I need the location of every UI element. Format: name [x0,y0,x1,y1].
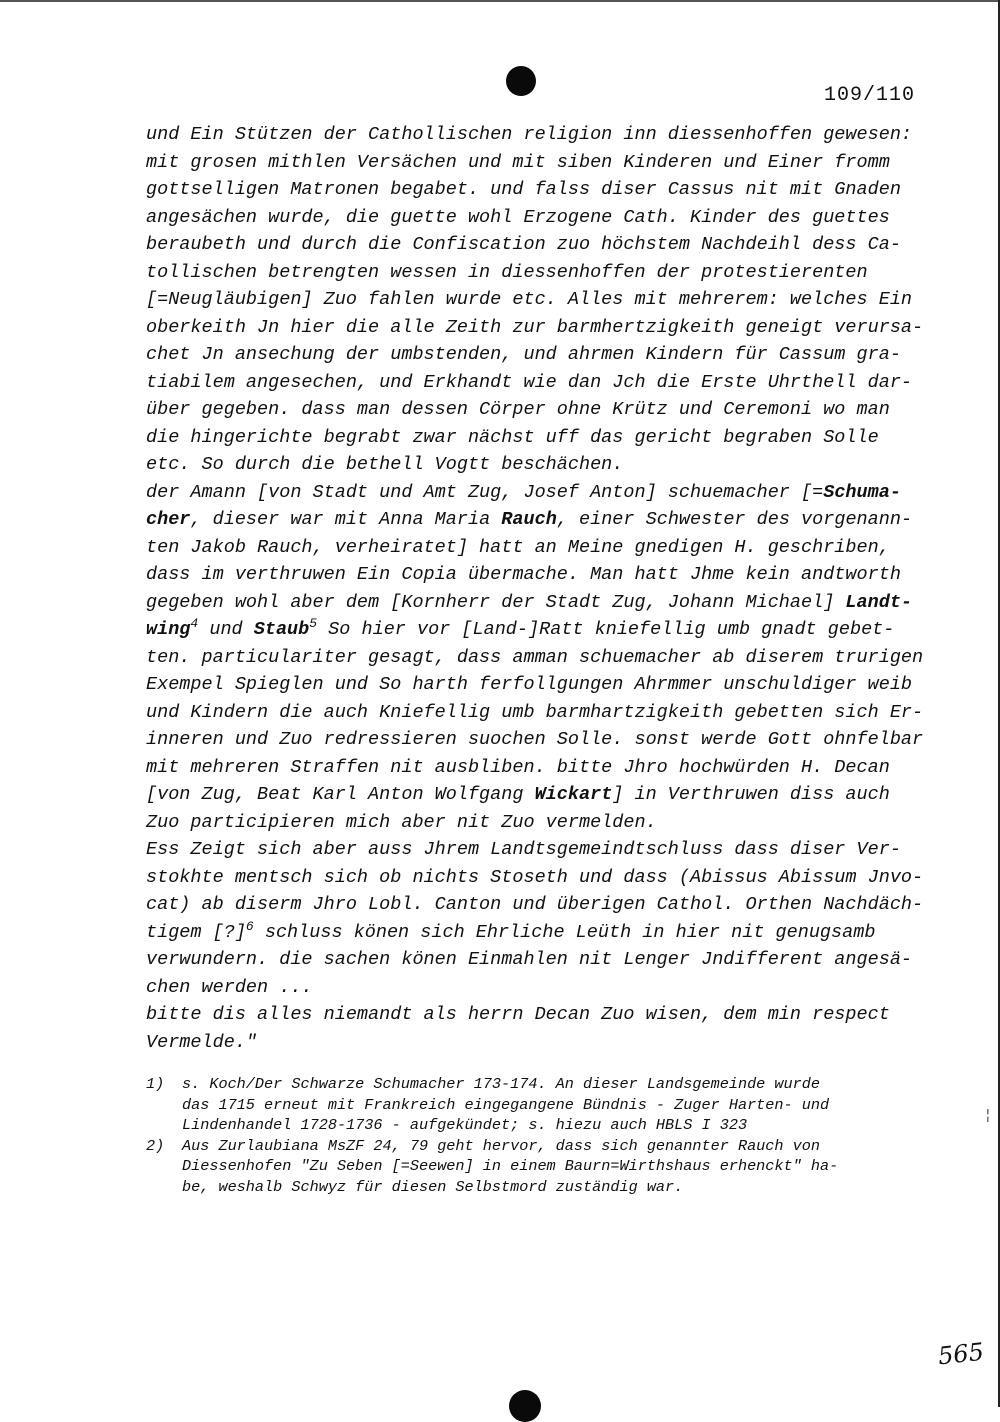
body-line [146,314,924,342]
body-line [146,259,916,287]
punch-hole-bottom [509,1390,541,1422]
body-line [146,891,924,919]
text-run: tollischen betrengten wessen in diessenhoffen der protestierenten [146,261,868,283]
text-run: die hingerichte begrabt zwar nächst uff das gericht begraben Solle [146,426,879,448]
bold-name: Landt- [845,591,913,613]
text-run: mit grosen mithlen Versächen und mit siben Kinderen und Einer fromm [146,151,890,173]
body-line [146,451,916,479]
page-edge-top [0,0,1000,2]
text-run: inneren und Zuo redressieren suochen Solle. sonst werde Gott ohnfelbar [146,729,924,750]
body-text [146,121,924,1056]
text-run: Zuo participieren mich aber nit Zuo vermelden. [146,811,657,833]
footnote-text [182,1074,916,1136]
footnote [146,1136,916,1198]
body-line [146,121,916,149]
bold-name: wing [146,619,191,640]
text-run: und Kindern die auch Kniefellig umb barmhartzigkeith gebetten sich Er- [146,701,924,723]
bold-name: Wickart [534,784,613,805]
punch-hole-top [506,66,536,96]
text-run: über gegeben. dass man dessen Cörper ohne Krütz und Ceremoni wo man [146,399,890,420]
text-run: , dieser war mit Anna Maria [190,509,502,530]
body-line [146,479,916,507]
text-run: beraubeth und durch die Confiscation zuo höchstem Nachdeihl dess Ca- [146,234,901,255]
text-run: schluss könen sich Ehrliche Leüth in hier nit genugsamb [253,921,876,943]
text-run: chet Jn ansechung der umbstenden, und ahrmen Kindern für Cassum gra- [146,344,901,365]
text-run: mit mehreren Straffen nit ausbliben. bitte Jhro hochwürden H. Decan [146,756,890,778]
body-line [146,506,916,534]
body-line [146,589,916,617]
text-run: bitte dis alles niemandt als herrn Decan Zuo wisen, dem min respect [146,1004,890,1025]
body-line [146,341,916,369]
text-run: tiabilem angesechen, und Erkhandt wie dan Jch die Erste Uhrthell dar- [146,371,913,393]
text-run: und Ein Stützen der Cathollischen religion inn diessenhoffen gewesen: [146,124,913,145]
text-run: etc. So durch die bethell Vogtt beschächen. [146,454,624,475]
body-line [146,396,916,424]
body-line [146,946,916,974]
footnote-number: 2) [146,1136,165,1155]
body-line [146,974,916,1002]
text-run: Vermelde." [146,1031,258,1053]
footnote-ref: 6 [245,918,254,934]
text-run: [von Zug, Beat Karl Anton Wolfgang [146,784,535,805]
footnote-line: Aus Zurlaubiana MsZF 24, 79 geht hervor, dass sich genannter Rauch von [182,1136,820,1155]
handwritten-page-mark: 565 [936,1337,986,1371]
text-run: tigem [?] [146,921,246,943]
body-line [146,836,916,864]
text-run: oberkeith Jn hier die alle Zeith zur barmhertzigkeith geneigt verursa- [146,316,924,338]
body-line [146,781,916,809]
text-run: verwundern. die sachen könen Einmahlen nit Lenger Jndifferent angesä- [146,949,913,970]
text-run: Ess Zeigt sich aber auss Jhrem Landtsgemeindtschluss dass diser Ver- [146,839,901,860]
body-line [146,204,916,232]
body-line [146,726,924,754]
body-line [146,644,924,672]
margin-tick-mark: ¦ [983,1108,992,1124]
text-run: ] in Verthruwen diss auch [612,784,890,805]
bold-name: Schuma- [823,481,901,503]
text-run: Exempel Spieglen und So harth ferfollgungen Ahrmmer unschuldiger weib [146,674,913,695]
text-run: cat) ab diserm Jhro Lobl. Canton und überigen Cathol. Orthen Nachdäch- [146,894,924,915]
footnote-text [182,1136,916,1198]
body-line [146,561,916,589]
bold-name: cher [146,509,191,530]
body-line [146,671,916,699]
body-line [146,699,924,727]
footnote-line: das 1715 erneut mit Frankreich eingegangene Bündnis - Zuger Harten- und [182,1095,830,1114]
text-run: So hier vor [Land-]Ratt kniefellig umb gnadt gebet- [317,619,895,640]
body-line [146,919,916,947]
footnote-line: be, weshalb Schwyz für diesen Selbstmord zuständig war. [182,1177,684,1196]
footnote-line: Diessenhofen "Zu Seben [=Seewen] in einem Baurn=Wirthshaus erhenckt" ha- [182,1157,839,1175]
body-line [146,864,924,892]
body-line [146,809,916,837]
text-run: dass im verthruwen Ein Copia übermache. Man hatt Jhme kein andtworth [146,564,901,585]
footnote-number: 1) [146,1075,165,1093]
page-number: 109/110 [824,84,916,107]
text-run: ten. particulariter gesagt, dass amman schuemacher ab diserem trurigen [146,646,924,668]
footnote-ref: 4 [190,615,199,631]
text-run: , einer Schwester des vorgenann- [556,509,913,530]
body-line [146,149,916,177]
footnote [146,1074,916,1136]
body-line [146,369,916,397]
body-line [146,754,916,782]
footnote-line: Lindenhandel 1728-1736 - aufgekündet; s. hiezu auch HBLS I 323 [182,1116,748,1134]
footnote-ref: 5 [309,615,318,631]
body-line [146,1001,916,1029]
text-run: chen werden ... [146,976,313,998]
body-line [146,1029,916,1057]
body-line [146,286,916,314]
text-run: gottselligen Matronen begabet. und falss diser Cassus nit mit Gnaden [146,179,901,200]
bold-name: Rauch [501,509,557,530]
body-line [146,176,916,204]
text-run: [=Neugläubigen] Zuo fahlen wurde etc. Alles mit mehrerem: welches Ein [146,289,913,310]
footnotes [146,1074,916,1197]
body-line [146,534,916,562]
bold-name: Staub [253,619,310,640]
body-line [146,231,916,259]
body-line [146,616,916,644]
text-run: stokhte mentsch sich ob nichts Stoseth und dass (Abissus Abissum Jnvo- [146,866,924,888]
footnote-line: s. Koch/Der Schwarze Schumacher 173-174. An dieser Landsgemeinde wurde [182,1075,820,1093]
text-run: angesächen wurde, die guette wohl Erzogene Cath. Kinder des guettes [146,206,890,228]
text-run: gegeben wohl aber dem [Kornherr der Stadt Zug, Johann Michael] [146,591,846,613]
text-run: der Amann [von Stadt und Amt Zug, Josef Anton] schuemacher [= [146,481,824,503]
body-line [146,424,916,452]
text-run: ten Jakob Rauch, verheiratet] hatt an Meine gnedigen H. geschriben, [146,536,890,558]
text-run: und [198,619,254,640]
